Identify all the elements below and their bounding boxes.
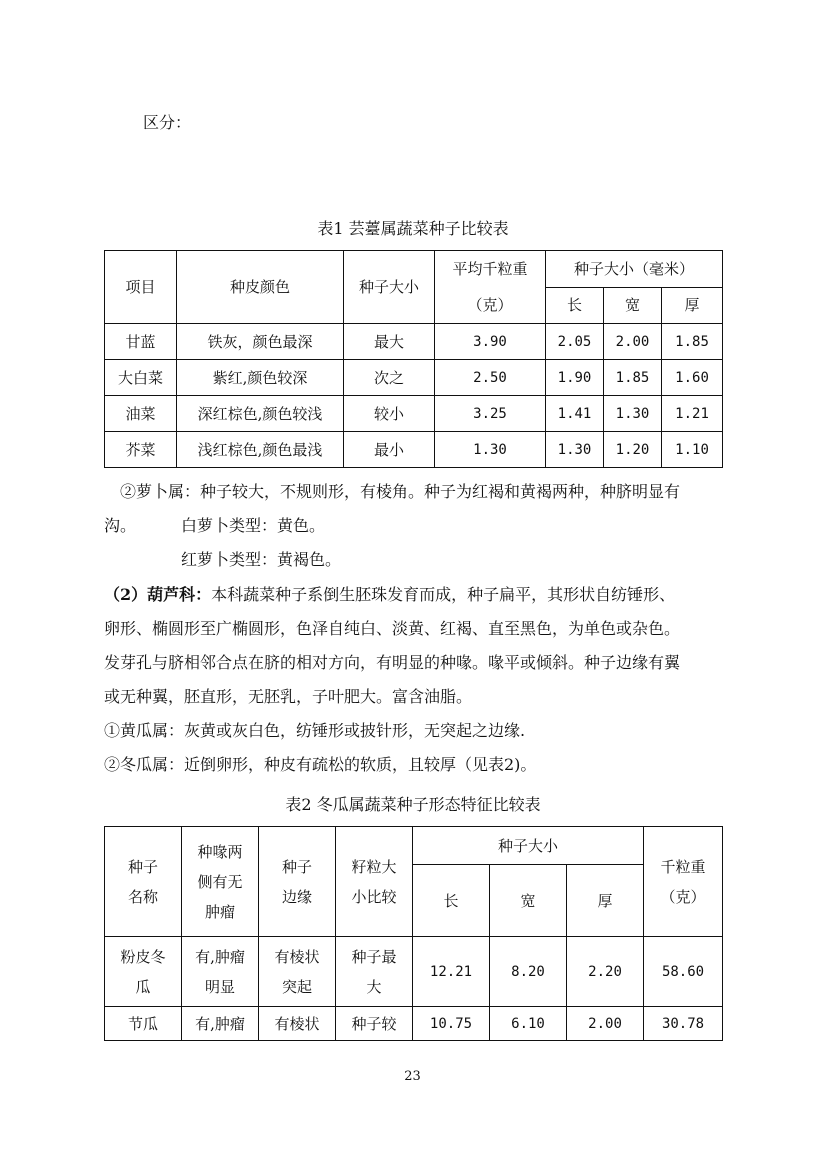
row-width: 1.30 [604, 396, 662, 432]
table2-header-dims: 种子大小 [413, 827, 644, 865]
row-width: 6.10 [490, 1007, 567, 1041]
table-row [105, 1007, 723, 1041]
table1-header-weight-line2: （克） [467, 296, 513, 314]
table2-header-length: 长 [413, 865, 490, 937]
paragraph-cucurbit-heading: （2）葫芦科： [104, 585, 212, 604]
row-name [105, 937, 182, 1007]
row-length: 1.30 [546, 432, 604, 468]
row-name-l2: 瓜 [135, 977, 151, 996]
row-name: 芥菜 [105, 432, 177, 468]
table2-header-weight [644, 827, 723, 937]
table1-header-item: 项目 [105, 251, 177, 324]
row-thick: 1.21 [662, 396, 723, 432]
table-row [105, 937, 723, 1007]
paragraph-cucumber: ①黄瓜属：灰黄或灰白色，纺锤形或披针形，无突起之边缘. [104, 721, 526, 740]
table1-caption: 表1 芸薹属蔬菜种子比较表 [317, 219, 509, 238]
table1-header-dims: 种子大小（毫米） [546, 251, 723, 288]
paragraph-cucurbit-text: 本科蔬菜种子系倒生胚珠发育而成，种子扁平，其形状自纺锤形、 [211, 585, 676, 604]
row-name: 大白菜 [105, 360, 177, 396]
table-row [105, 360, 723, 396]
table-row [105, 432, 723, 468]
table2-header-name [105, 827, 182, 937]
table2-header-edge-l2: 边缘 [281, 887, 312, 906]
paragraph-radish-line2b: 白萝卜类型：黄色。 [181, 516, 326, 535]
row-thick: 2.00 [567, 1007, 644, 1041]
paragraph-waxgourd: ②冬瓜属：近倒卵形，种皮有疏松的软质，且较厚（见表2)。 [104, 755, 537, 774]
row-name: 油菜 [105, 396, 177, 432]
table1-header-length: 长 [546, 287, 604, 324]
row-color: 深红棕色,颜色较浅 [177, 396, 344, 432]
table2 [104, 826, 723, 1041]
paragraph-radish-line2a: 沟。 [104, 516, 137, 535]
row-grain [336, 937, 413, 1007]
page-number: 23 [404, 1069, 421, 1084]
row-weight: 1.30 [435, 432, 546, 468]
row-weight: 3.90 [435, 324, 546, 360]
paragraph-cucurbit-line4: 或无种翼，胚直形，无胚乳，子叶肥大。富含油脂。 [104, 687, 473, 706]
table2-header-grain [336, 827, 413, 937]
row-edge: 有棱状 [259, 1007, 336, 1041]
table1-header-weight-line1: 平均千粒重 [452, 260, 528, 278]
table2-header-name-l1: 种子 [127, 857, 158, 876]
row-width: 1.20 [604, 432, 662, 468]
row-beak-l1: 有,肿瘤 [195, 947, 245, 966]
table2-header-beak-l2: 侧有无 [197, 872, 243, 891]
row-name: 甘蓝 [105, 324, 177, 360]
row-beak: 有,肿瘤 [182, 1007, 259, 1041]
row-grain-l1: 种子最 [351, 947, 397, 966]
table1-header-thick: 厚 [662, 287, 723, 324]
row-length: 10.75 [413, 1007, 490, 1041]
table2-header-grain-l1: 籽粒大 [351, 857, 397, 876]
paragraph-cucurbit-line3: 发芽孔与脐相邻合点在脐的相对方向，有明显的种喙。喙平或倾斜。种子边缘有翼 [104, 653, 681, 672]
row-edge-l1: 有棱状 [274, 947, 320, 966]
row-thick: 1.10 [662, 432, 723, 468]
table1-header-weight [435, 251, 546, 324]
row-weight: 58.60 [644, 937, 723, 1007]
row-grain: 种子较 [336, 1007, 413, 1041]
row-color: 浅红棕色,颜色最浅 [177, 432, 344, 468]
row-size: 较小 [344, 396, 435, 432]
row-beak [182, 937, 259, 1007]
row-weight: 2.50 [435, 360, 546, 396]
row-edge-l2: 突起 [281, 977, 312, 996]
row-weight: 3.25 [435, 396, 546, 432]
row-size: 最大 [344, 324, 435, 360]
table2-header-beak-l3: 肿瘤 [204, 902, 235, 921]
row-width: 8.20 [490, 937, 567, 1007]
row-size: 次之 [344, 360, 435, 396]
row-color: 铁灰，颜色最深 [177, 324, 344, 360]
row-thick: 2.20 [567, 937, 644, 1007]
row-length: 12.21 [413, 937, 490, 1007]
paragraph-radish-line1: ②萝卜属：种子较大，不规则形，有棱角。种子为红褐和黄褐两种，种脐明显有 [120, 482, 681, 501]
row-color: 紫红,颜色较深 [177, 360, 344, 396]
row-weight: 30.78 [644, 1007, 723, 1041]
table1-header-width: 宽 [604, 287, 662, 324]
table2-header-beak-l1: 种喙两 [197, 842, 243, 861]
row-size: 最小 [344, 432, 435, 468]
row-grain-l2: 大 [366, 977, 382, 996]
table1-header-color: 种皮颜色 [177, 251, 344, 324]
row-length: 2.05 [546, 324, 604, 360]
paragraph-cucurbit-line1 [104, 585, 675, 605]
table2-header-name-l2: 名称 [127, 887, 158, 906]
table2-header-thick: 厚 [567, 865, 644, 937]
row-beak-l2: 明显 [204, 977, 235, 996]
row-length: 1.41 [546, 396, 604, 432]
row-width: 2.00 [604, 324, 662, 360]
table2-header-width: 宽 [490, 865, 567, 937]
paragraph-cucurbit-line2: 卵形、椭圆形至广椭圆形，色泽自纯白、淡黄、红褐、直至黑色，为单色或杂色。 [104, 619, 681, 638]
intro-text: 区分： [143, 113, 192, 132]
row-name-l1: 粉皮冬 [120, 947, 166, 966]
table2-header-grain-l2: 小比较 [351, 887, 397, 906]
table2-header-beak [182, 827, 259, 937]
row-thick: 1.85 [662, 324, 723, 360]
table2-header-edge-l1: 种子 [281, 857, 312, 876]
table1 [104, 250, 723, 468]
table2-header-weight-l2: （克） [660, 887, 706, 906]
table2-header-weight-l1: 千粒重 [660, 857, 706, 876]
row-width: 1.85 [604, 360, 662, 396]
table2-caption: 表2 冬瓜属蔬菜种子形态特征比较表 [285, 795, 541, 814]
row-edge [259, 937, 336, 1007]
table1-header-size: 种子大小 [344, 251, 435, 324]
table2-header-edge [259, 827, 336, 937]
row-name: 节瓜 [105, 1007, 182, 1041]
table-row [105, 396, 723, 432]
table-row [105, 324, 723, 360]
paragraph-radish-line3: 红萝卜类型：黄褐色。 [181, 550, 342, 569]
row-length: 1.90 [546, 360, 604, 396]
row-thick: 1.60 [662, 360, 723, 396]
